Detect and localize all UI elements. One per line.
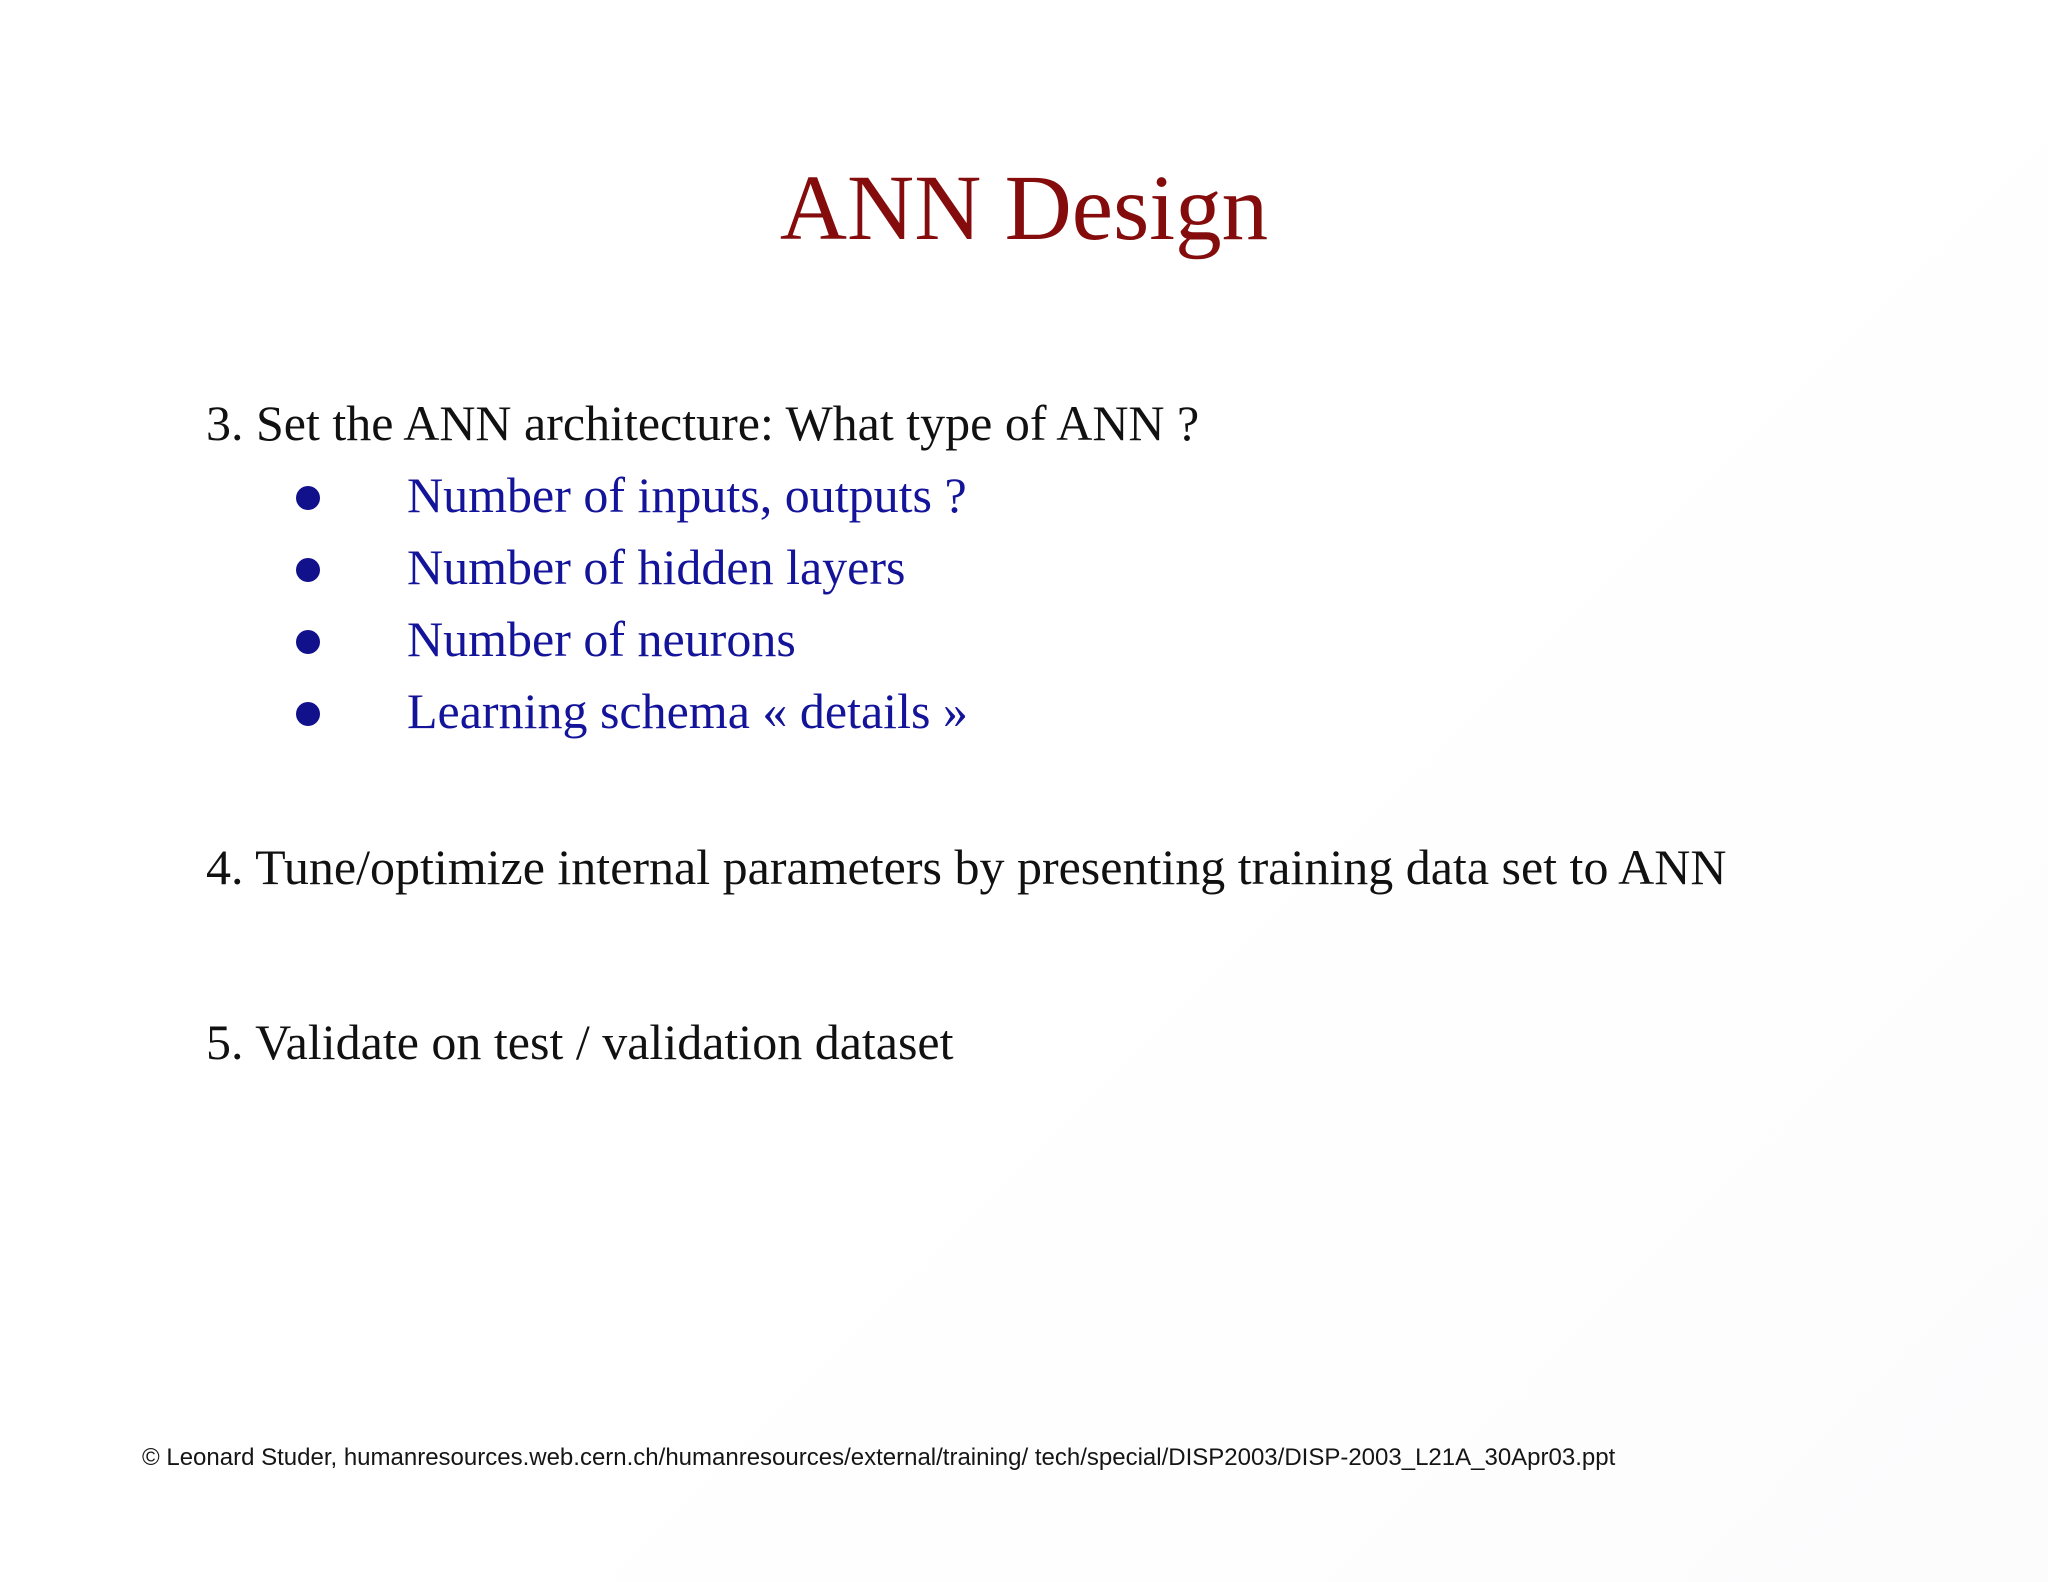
- bullet-dot-icon: [296, 558, 320, 582]
- bullet-dot-icon: [296, 486, 320, 510]
- step-3-text: 3. Set the ANN architecture: What type of ANN ?: [206, 395, 1200, 451]
- footer-citation: © Leonard Studer, humanresources.web.cern.ch/humanresources/external/training/ tech/special/DISP2003/DISP-2003_L21A_30Apr03.ppt: [142, 1444, 1616, 1471]
- bullet-text: Learning schema « details »: [407, 683, 968, 739]
- step-4-text: 4. Tune/optimize internal parameters by presenting training data set to ANN: [206, 839, 1727, 895]
- bullet-dot-icon: [296, 702, 320, 726]
- bullet-text: Number of neurons: [407, 611, 796, 667]
- bullet-text: Number of hidden layers: [407, 539, 906, 595]
- bullet-dot-icon: [296, 630, 320, 654]
- slide-title: ANN Design: [779, 157, 1269, 260]
- step-5-text: 5. Validate on test / validation dataset: [206, 1014, 954, 1070]
- bullet-text: Number of inputs, outputs ?: [407, 467, 967, 523]
